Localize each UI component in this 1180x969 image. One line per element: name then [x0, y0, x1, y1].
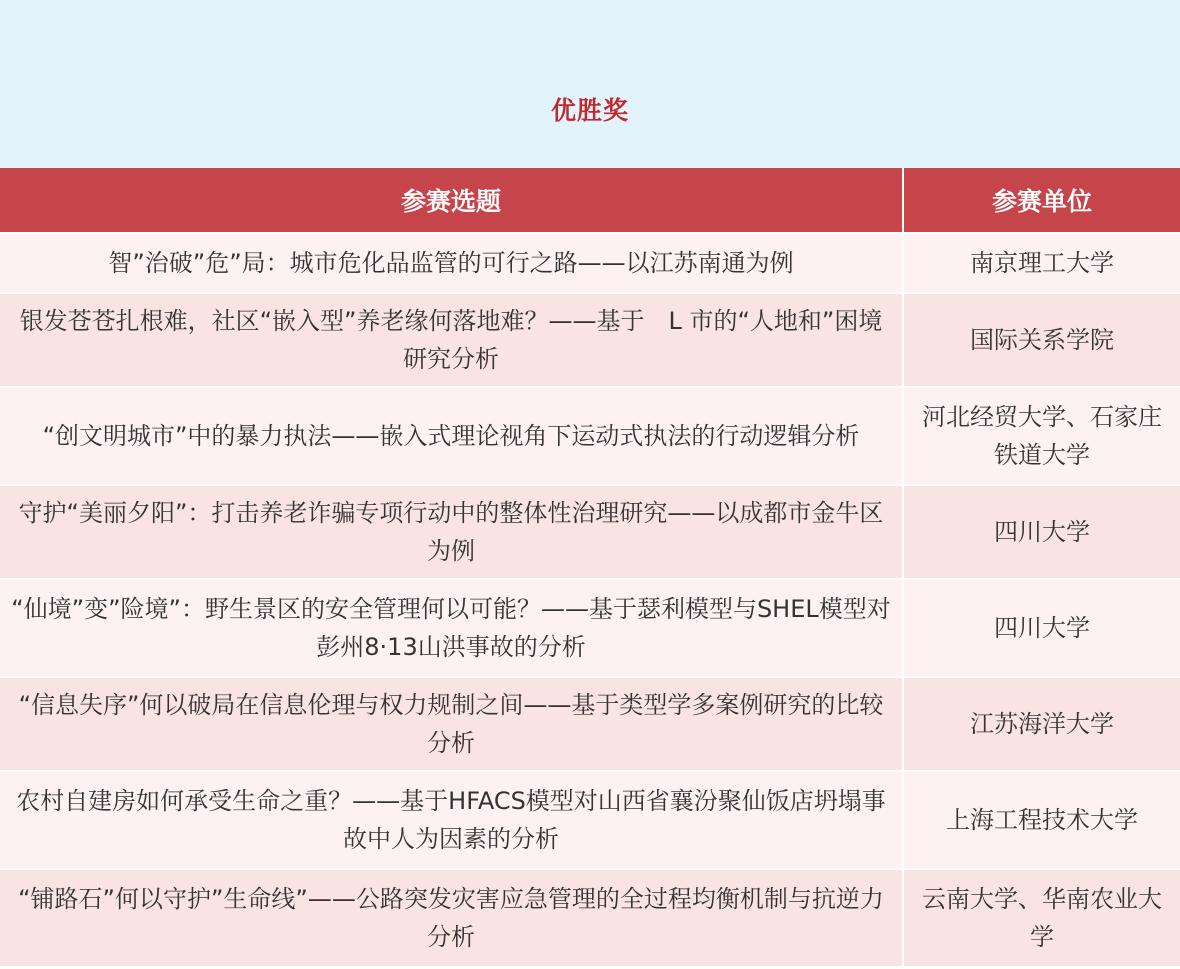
topic-cell: “仙境”变”险境”：野生景区的安全管理何以可能？——基于瑟利模型与SHEL模型对彭州8·13山洪事故的分析 [0, 579, 903, 677]
unit-cell: 上海工程技术大学 [903, 771, 1180, 869]
unit-cell: 国际关系学院 [903, 293, 1180, 387]
table-row [0, 771, 1180, 869]
table-header-row [0, 168, 1180, 233]
topic-cell: “信息失序”何以破局在信息伦理与权力规制之间——基于类型学多案例研究的比较分析 [0, 677, 903, 771]
table-row [0, 387, 1180, 485]
topic-cell: “铺路石”何以守护”生命线”——公路突发灾害应急管理的全过程均衡机制与抗逆力分析 [0, 869, 903, 966]
topic-cell: “创文明城市”中的暴力执法——嵌入式理论视角下运动式执法的行动逻辑分析 [0, 387, 903, 485]
table-row [0, 677, 1180, 771]
table-row [0, 233, 1180, 293]
table-row [0, 485, 1180, 579]
topic-cell: 银发苍苍扎根难，社区“嵌入型”养老缘何落地难？——基于 L 市的“人地和”困境研究分析 [0, 293, 903, 387]
unit-cell: 云南大学、华南农业大学 [903, 869, 1180, 966]
unit-cell: 四川大学 [903, 579, 1180, 677]
unit-cell: 南京理工大学 [903, 233, 1180, 293]
table-row [0, 869, 1180, 966]
awards-table [0, 168, 1180, 966]
header-unit: 参赛单位 [903, 168, 1180, 233]
topic-cell: 农村自建房如何承受生命之重？——基于HFACS模型对山西省襄汾聚仙饭店坍塌事故中人为因素的分析 [0, 771, 903, 869]
topic-cell: 智”治破”危”局：城市危化品监管的可行之路——以江苏南通为例 [0, 233, 903, 293]
unit-cell: 四川大学 [903, 485, 1180, 579]
award-banner [0, 0, 1180, 168]
table-row [0, 579, 1180, 677]
header-topic: 参赛选题 [0, 168, 903, 233]
unit-cell: 江苏海洋大学 [903, 677, 1180, 771]
table-row [0, 293, 1180, 387]
award-title-text: 优胜奖 [545, 91, 635, 127]
unit-cell: 河北经贸大学、石家庄铁道大学 [903, 387, 1180, 485]
award-title [0, 91, 1180, 127]
topic-cell: 守护“美丽夕阳”：打击养老诈骗专项行动中的整体性治理研究——以成都市金牛区为例 [0, 485, 903, 579]
